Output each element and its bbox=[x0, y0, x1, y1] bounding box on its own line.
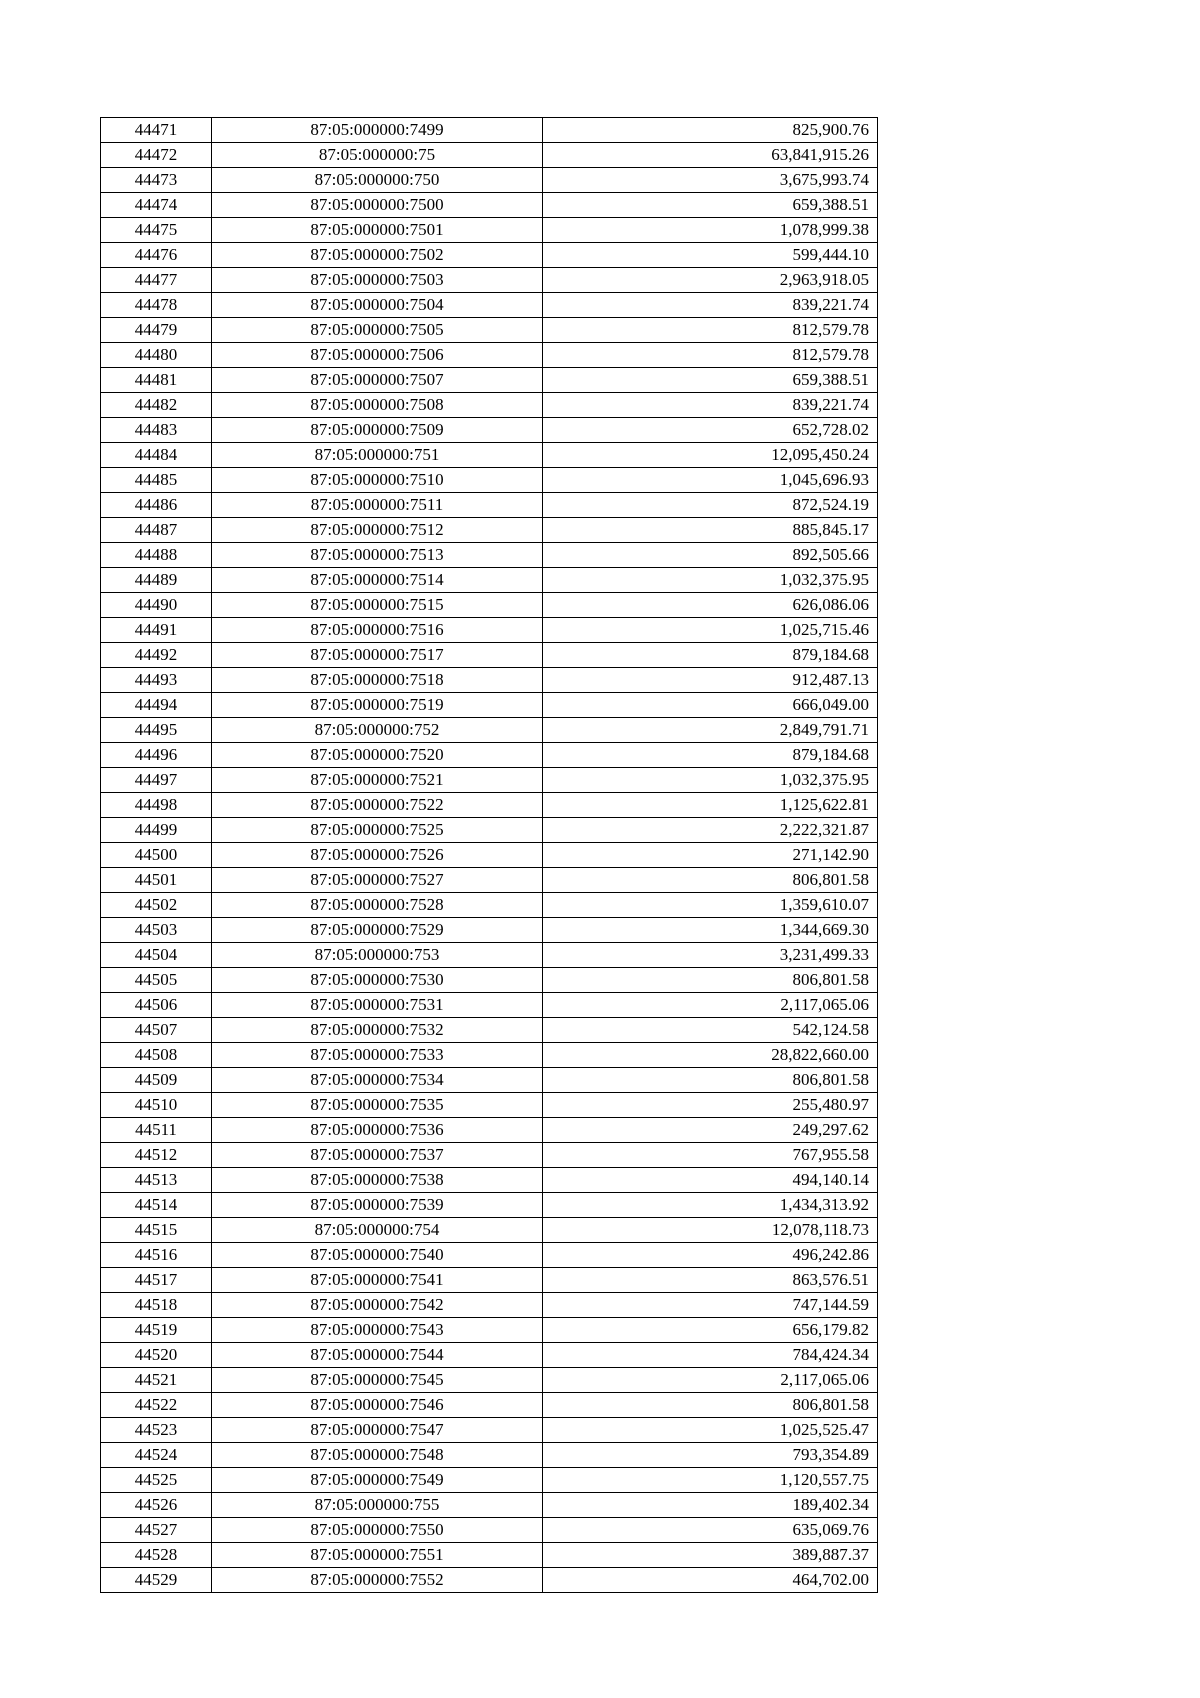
cadastral-value-cell: 812,579.78 bbox=[543, 318, 878, 343]
table-row bbox=[101, 818, 878, 843]
table-row bbox=[101, 1243, 878, 1268]
cadastral-number-cell: 87:05:000000:7511 bbox=[212, 493, 543, 518]
cadastral-number-cell: 87:05:000000:7499 bbox=[212, 118, 543, 143]
row-number-cell: 44499 bbox=[101, 818, 212, 843]
cadastral-number-cell: 87:05:000000:7506 bbox=[212, 343, 543, 368]
row-number-cell: 44498 bbox=[101, 793, 212, 818]
row-number-cell: 44509 bbox=[101, 1068, 212, 1093]
cadastral-value-cell: 189,402.34 bbox=[543, 1493, 878, 1518]
cadastral-number-cell: 87:05:000000:7514 bbox=[212, 568, 543, 593]
cadastral-value-cell: 812,579.78 bbox=[543, 343, 878, 368]
row-number-cell: 44527 bbox=[101, 1518, 212, 1543]
cadastral-value-cell: 599,444.10 bbox=[543, 243, 878, 268]
cadastral-value-cell: 1,025,525.47 bbox=[543, 1418, 878, 1443]
cadastral-number-cell: 87:05:000000:7545 bbox=[212, 1368, 543, 1393]
cadastral-value-cell: 912,487.13 bbox=[543, 668, 878, 693]
row-number-cell: 44480 bbox=[101, 343, 212, 368]
table-row bbox=[101, 343, 878, 368]
table-row bbox=[101, 968, 878, 993]
table-row bbox=[101, 418, 878, 443]
row-number-cell: 44495 bbox=[101, 718, 212, 743]
cadastral-number-cell: 87:05:000000:7530 bbox=[212, 968, 543, 993]
table-body bbox=[101, 118, 878, 1593]
table-row bbox=[101, 1568, 878, 1593]
row-number-cell: 44515 bbox=[101, 1218, 212, 1243]
table-row bbox=[101, 118, 878, 143]
cadastral-number-cell: 87:05:000000:7518 bbox=[212, 668, 543, 693]
cadastral-value-cell: 1,025,715.46 bbox=[543, 618, 878, 643]
row-number-cell: 44516 bbox=[101, 1243, 212, 1268]
row-number-cell: 44506 bbox=[101, 993, 212, 1018]
row-number-cell: 44508 bbox=[101, 1043, 212, 1068]
cadastral-value-cell: 2,117,065.06 bbox=[543, 993, 878, 1018]
cadastral-number-cell: 87:05:000000:753 bbox=[212, 943, 543, 968]
table-row bbox=[101, 618, 878, 643]
row-number-cell: 44490 bbox=[101, 593, 212, 618]
row-number-cell: 44501 bbox=[101, 868, 212, 893]
table-row bbox=[101, 668, 878, 693]
row-number-cell: 44518 bbox=[101, 1293, 212, 1318]
cadastral-number-cell: 87:05:000000:7532 bbox=[212, 1018, 543, 1043]
row-number-cell: 44519 bbox=[101, 1318, 212, 1343]
cadastral-value-cell: 3,675,993.74 bbox=[543, 168, 878, 193]
table-row bbox=[101, 1543, 878, 1568]
cadastral-value-cell: 1,032,375.95 bbox=[543, 568, 878, 593]
cadastral-number-cell: 87:05:000000:7535 bbox=[212, 1093, 543, 1118]
table-row bbox=[101, 1518, 878, 1543]
table-row bbox=[101, 243, 878, 268]
cadastral-value-cell: 255,480.97 bbox=[543, 1093, 878, 1118]
cadastral-value-cell: 1,078,999.38 bbox=[543, 218, 878, 243]
table-row bbox=[101, 143, 878, 168]
table-row bbox=[101, 1343, 878, 1368]
cadastral-value-cell: 1,120,557.75 bbox=[543, 1468, 878, 1493]
row-number-cell: 44502 bbox=[101, 893, 212, 918]
table-row bbox=[101, 1193, 878, 1218]
table-row bbox=[101, 1493, 878, 1518]
row-number-cell: 44484 bbox=[101, 443, 212, 468]
row-number-cell: 44513 bbox=[101, 1168, 212, 1193]
cadastral-value-cell: 12,078,118.73 bbox=[543, 1218, 878, 1243]
cadastral-value-cell: 542,124.58 bbox=[543, 1018, 878, 1043]
row-number-cell: 44507 bbox=[101, 1018, 212, 1043]
table-row bbox=[101, 1018, 878, 1043]
cadastral-value-cell: 747,144.59 bbox=[543, 1293, 878, 1318]
table-row bbox=[101, 718, 878, 743]
table-row bbox=[101, 193, 878, 218]
table-row bbox=[101, 468, 878, 493]
cadastral-value-cell: 494,140.14 bbox=[543, 1168, 878, 1193]
cadastral-value-cell: 666,049.00 bbox=[543, 693, 878, 718]
cadastral-value-cell: 656,179.82 bbox=[543, 1318, 878, 1343]
table-row bbox=[101, 168, 878, 193]
row-number-cell: 44494 bbox=[101, 693, 212, 718]
row-number-cell: 44528 bbox=[101, 1543, 212, 1568]
cadastral-number-cell: 87:05:000000:7550 bbox=[212, 1518, 543, 1543]
table-row bbox=[101, 918, 878, 943]
cadastral-value-cell: 389,887.37 bbox=[543, 1543, 878, 1568]
cadastral-number-cell: 87:05:000000:754 bbox=[212, 1218, 543, 1243]
row-number-cell: 44514 bbox=[101, 1193, 212, 1218]
table-row bbox=[101, 693, 878, 718]
cadastral-number-cell: 87:05:000000:7546 bbox=[212, 1393, 543, 1418]
cadastral-number-cell: 87:05:000000:7551 bbox=[212, 1543, 543, 1568]
cadastral-number-cell: 87:05:000000:7537 bbox=[212, 1143, 543, 1168]
cadastral-value-cell: 839,221.74 bbox=[543, 393, 878, 418]
table-row bbox=[101, 643, 878, 668]
cadastral-number-cell: 87:05:000000:7501 bbox=[212, 218, 543, 243]
row-number-cell: 44486 bbox=[101, 493, 212, 518]
cadastral-number-cell: 87:05:000000:7549 bbox=[212, 1468, 543, 1493]
row-number-cell: 44517 bbox=[101, 1268, 212, 1293]
table-row bbox=[101, 893, 878, 918]
cadastral-number-cell: 87:05:000000:75 bbox=[212, 143, 543, 168]
table-row bbox=[101, 1093, 878, 1118]
cadastral-number-cell: 87:05:000000:7542 bbox=[212, 1293, 543, 1318]
table-row bbox=[101, 318, 878, 343]
cadastral-value-cell: 892,505.66 bbox=[543, 543, 878, 568]
cadastral-value-cell: 496,242.86 bbox=[543, 1243, 878, 1268]
table-row bbox=[101, 1218, 878, 1243]
table-row bbox=[101, 1068, 878, 1093]
cadastral-number-cell: 87:05:000000:7510 bbox=[212, 468, 543, 493]
cadastral-number-cell: 87:05:000000:7509 bbox=[212, 418, 543, 443]
cadastral-number-cell: 87:05:000000:7502 bbox=[212, 243, 543, 268]
cadastral-value-cell: 2,117,065.06 bbox=[543, 1368, 878, 1393]
table-row bbox=[101, 568, 878, 593]
table-row bbox=[101, 1043, 878, 1068]
cadastral-value-cell: 1,434,313.92 bbox=[543, 1193, 878, 1218]
cadastral-number-cell: 87:05:000000:750 bbox=[212, 168, 543, 193]
table-row bbox=[101, 1443, 878, 1468]
cadastral-number-cell: 87:05:000000:7504 bbox=[212, 293, 543, 318]
row-number-cell: 44489 bbox=[101, 568, 212, 593]
table-row bbox=[101, 1168, 878, 1193]
cadastral-number-cell: 87:05:000000:7519 bbox=[212, 693, 543, 718]
cadastral-value-cell: 825,900.76 bbox=[543, 118, 878, 143]
table-row bbox=[101, 868, 878, 893]
cadastral-number-cell: 87:05:000000:755 bbox=[212, 1493, 543, 1518]
table-row bbox=[101, 943, 878, 968]
row-number-cell: 44505 bbox=[101, 968, 212, 993]
cadastral-value-cell: 2,222,321.87 bbox=[543, 818, 878, 843]
table-row bbox=[101, 743, 878, 768]
cadastral-value-cell: 793,354.89 bbox=[543, 1443, 878, 1468]
cadastral-value-cell: 63,841,915.26 bbox=[543, 143, 878, 168]
cadastral-number-cell: 87:05:000000:7547 bbox=[212, 1418, 543, 1443]
row-number-cell: 44529 bbox=[101, 1568, 212, 1593]
table-row bbox=[101, 1118, 878, 1143]
cadastral-value-cell: 626,086.06 bbox=[543, 593, 878, 618]
cadastral-number-cell: 87:05:000000:7515 bbox=[212, 593, 543, 618]
cadastral-value-cell: 12,095,450.24 bbox=[543, 443, 878, 468]
cadastral-number-cell: 87:05:000000:7505 bbox=[212, 318, 543, 343]
cadastral-value-cell: 464,702.00 bbox=[543, 1568, 878, 1593]
row-number-cell: 44477 bbox=[101, 268, 212, 293]
row-number-cell: 44476 bbox=[101, 243, 212, 268]
row-number-cell: 44475 bbox=[101, 218, 212, 243]
cadastral-value-cell: 1,344,669.30 bbox=[543, 918, 878, 943]
cadastral-number-cell: 87:05:000000:7507 bbox=[212, 368, 543, 393]
table-row bbox=[101, 1268, 878, 1293]
row-number-cell: 44497 bbox=[101, 768, 212, 793]
cadastral-value-cell: 872,524.19 bbox=[543, 493, 878, 518]
cadastral-value-cell: 806,801.58 bbox=[543, 1068, 878, 1093]
row-number-cell: 44483 bbox=[101, 418, 212, 443]
cadastral-number-cell: 87:05:000000:7527 bbox=[212, 868, 543, 893]
table-row bbox=[101, 368, 878, 393]
row-number-cell: 44510 bbox=[101, 1093, 212, 1118]
row-number-cell: 44487 bbox=[101, 518, 212, 543]
cadastral-value-cell: 806,801.58 bbox=[543, 868, 878, 893]
table-row bbox=[101, 443, 878, 468]
row-number-cell: 44520 bbox=[101, 1343, 212, 1368]
cadastral-number-cell: 87:05:000000:7525 bbox=[212, 818, 543, 843]
row-number-cell: 44478 bbox=[101, 293, 212, 318]
row-number-cell: 44479 bbox=[101, 318, 212, 343]
cadastral-value-cell: 784,424.34 bbox=[543, 1343, 878, 1368]
cadastral-number-cell: 87:05:000000:7521 bbox=[212, 768, 543, 793]
cadastral-number-cell: 87:05:000000:7517 bbox=[212, 643, 543, 668]
cadastral-number-cell: 87:05:000000:7503 bbox=[212, 268, 543, 293]
cadastral-value-cell: 1,032,375.95 bbox=[543, 768, 878, 793]
table-row bbox=[101, 1418, 878, 1443]
cadastral-number-cell: 87:05:000000:7526 bbox=[212, 843, 543, 868]
cadastral-value-cell: 28,822,660.00 bbox=[543, 1043, 878, 1068]
cadastral-value-cell: 1,359,610.07 bbox=[543, 893, 878, 918]
cadastral-value-cell: 806,801.58 bbox=[543, 1393, 878, 1418]
cadastral-value-cell: 767,955.58 bbox=[543, 1143, 878, 1168]
cadastral-number-cell: 87:05:000000:751 bbox=[212, 443, 543, 468]
row-number-cell: 44526 bbox=[101, 1493, 212, 1518]
row-number-cell: 44503 bbox=[101, 918, 212, 943]
row-number-cell: 44522 bbox=[101, 1393, 212, 1418]
cadastral-number-cell: 87:05:000000:7536 bbox=[212, 1118, 543, 1143]
cadastral-value-table bbox=[100, 117, 878, 1593]
cadastral-value-cell: 879,184.68 bbox=[543, 643, 878, 668]
cadastral-number-cell: 87:05:000000:7529 bbox=[212, 918, 543, 943]
row-number-cell: 44473 bbox=[101, 168, 212, 193]
table-row bbox=[101, 1143, 878, 1168]
cadastral-number-cell: 87:05:000000:7533 bbox=[212, 1043, 543, 1068]
cadastral-number-cell: 87:05:000000:7543 bbox=[212, 1318, 543, 1343]
row-number-cell: 44472 bbox=[101, 143, 212, 168]
cadastral-value-cell: 863,576.51 bbox=[543, 1268, 878, 1293]
cadastral-number-cell: 87:05:000000:7548 bbox=[212, 1443, 543, 1468]
cadastral-value-cell: 879,184.68 bbox=[543, 743, 878, 768]
table-row bbox=[101, 593, 878, 618]
row-number-cell: 44471 bbox=[101, 118, 212, 143]
cadastral-number-cell: 87:05:000000:7544 bbox=[212, 1343, 543, 1368]
table-row bbox=[101, 1393, 878, 1418]
row-number-cell: 44482 bbox=[101, 393, 212, 418]
table-row bbox=[101, 843, 878, 868]
cadastral-value-cell: 659,388.51 bbox=[543, 193, 878, 218]
cadastral-number-cell: 87:05:000000:7540 bbox=[212, 1243, 543, 1268]
cadastral-value-cell: 652,728.02 bbox=[543, 418, 878, 443]
cadastral-number-cell: 87:05:000000:7539 bbox=[212, 1193, 543, 1218]
row-number-cell: 44493 bbox=[101, 668, 212, 693]
cadastral-value-cell: 839,221.74 bbox=[543, 293, 878, 318]
cadastral-number-cell: 87:05:000000:7508 bbox=[212, 393, 543, 418]
cadastral-value-cell: 885,845.17 bbox=[543, 518, 878, 543]
table-row bbox=[101, 218, 878, 243]
cadastral-number-cell: 87:05:000000:7552 bbox=[212, 1568, 543, 1593]
cadastral-value-cell: 2,963,918.05 bbox=[543, 268, 878, 293]
cadastral-value-cell: 249,297.62 bbox=[543, 1118, 878, 1143]
cadastral-value-cell: 659,388.51 bbox=[543, 368, 878, 393]
row-number-cell: 44525 bbox=[101, 1468, 212, 1493]
cadastral-value-cell: 806,801.58 bbox=[543, 968, 878, 993]
cadastral-number-cell: 87:05:000000:7520 bbox=[212, 743, 543, 768]
table-row bbox=[101, 393, 878, 418]
cadastral-number-cell: 87:05:000000:7513 bbox=[212, 543, 543, 568]
cadastral-number-cell: 87:05:000000:752 bbox=[212, 718, 543, 743]
row-number-cell: 44512 bbox=[101, 1143, 212, 1168]
row-number-cell: 44492 bbox=[101, 643, 212, 668]
row-number-cell: 44481 bbox=[101, 368, 212, 393]
row-number-cell: 44511 bbox=[101, 1118, 212, 1143]
row-number-cell: 44523 bbox=[101, 1418, 212, 1443]
cadastral-number-cell: 87:05:000000:7522 bbox=[212, 793, 543, 818]
table-row bbox=[101, 768, 878, 793]
row-number-cell: 44524 bbox=[101, 1443, 212, 1468]
row-number-cell: 44500 bbox=[101, 843, 212, 868]
cadastral-number-cell: 87:05:000000:7531 bbox=[212, 993, 543, 1018]
row-number-cell: 44496 bbox=[101, 743, 212, 768]
table-row bbox=[101, 268, 878, 293]
cadastral-value-cell: 635,069.76 bbox=[543, 1518, 878, 1543]
table-row bbox=[101, 1368, 878, 1393]
cadastral-value-cell: 271,142.90 bbox=[543, 843, 878, 868]
table-row bbox=[101, 1293, 878, 1318]
cadastral-number-cell: 87:05:000000:7534 bbox=[212, 1068, 543, 1093]
cadastral-number-cell: 87:05:000000:7512 bbox=[212, 518, 543, 543]
table-row bbox=[101, 1318, 878, 1343]
cadastral-value-cell: 3,231,499.33 bbox=[543, 943, 878, 968]
row-number-cell: 44488 bbox=[101, 543, 212, 568]
table-row bbox=[101, 518, 878, 543]
table-row bbox=[101, 1468, 878, 1493]
table-row bbox=[101, 993, 878, 1018]
row-number-cell: 44504 bbox=[101, 943, 212, 968]
cadastral-number-cell: 87:05:000000:7541 bbox=[212, 1268, 543, 1293]
table-row bbox=[101, 543, 878, 568]
cadastral-value-cell: 1,045,696.93 bbox=[543, 468, 878, 493]
cadastral-number-cell: 87:05:000000:7516 bbox=[212, 618, 543, 643]
row-number-cell: 44521 bbox=[101, 1368, 212, 1393]
row-number-cell: 44474 bbox=[101, 193, 212, 218]
cadastral-value-cell: 1,125,622.81 bbox=[543, 793, 878, 818]
table-row bbox=[101, 493, 878, 518]
cadastral-value-cell: 2,849,791.71 bbox=[543, 718, 878, 743]
row-number-cell: 44485 bbox=[101, 468, 212, 493]
cadastral-number-cell: 87:05:000000:7500 bbox=[212, 193, 543, 218]
table-row bbox=[101, 293, 878, 318]
row-number-cell: 44491 bbox=[101, 618, 212, 643]
table-row bbox=[101, 793, 878, 818]
cadastral-number-cell: 87:05:000000:7528 bbox=[212, 893, 543, 918]
cadastral-number-cell: 87:05:000000:7538 bbox=[212, 1168, 543, 1193]
